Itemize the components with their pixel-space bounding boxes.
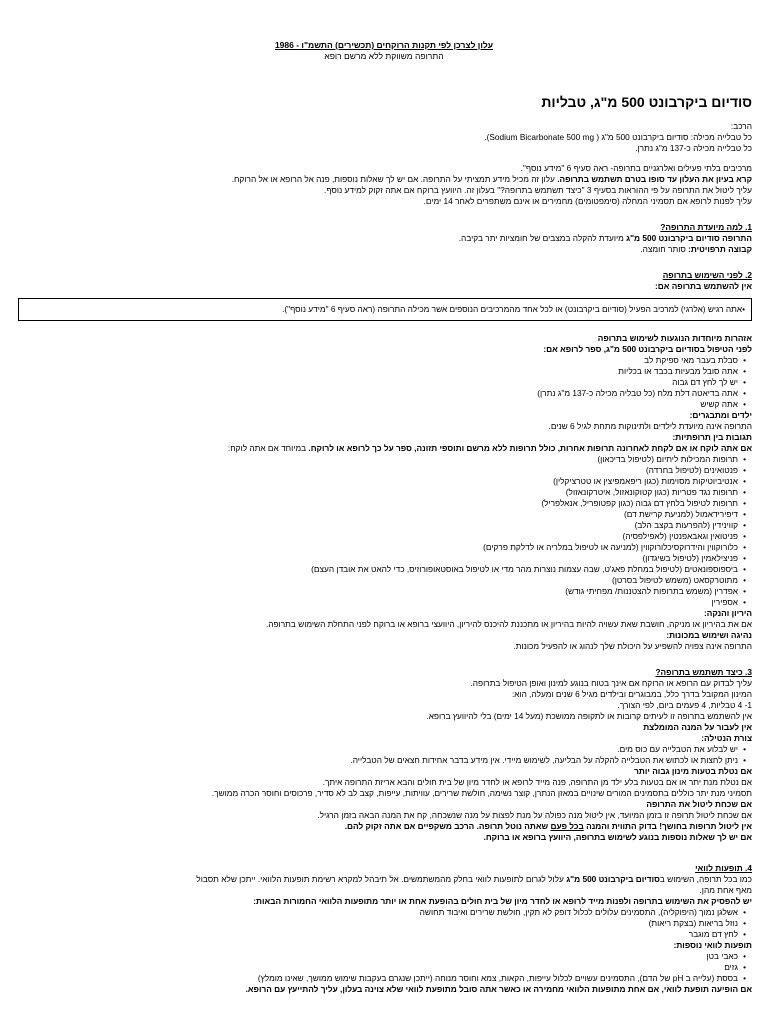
forgot-text: אם שכחת ליטול תרופה זו בזמן המיועד, אין ליטול מנה כפולה על מנת לפצות על מנה שנשכחה, קח את המנה הבאה בזמן הרגיל. bbox=[317, 810, 752, 820]
serious-effects-heading: יש להפסיק את השימוש בתרופה ולפנות מייד לרופא או לחדר מיון של בית חולים בהופעת אחת או יותר מתופעות הלוואי החמורות הבאות: bbox=[253, 896, 752, 906]
dark-warning bbox=[120, 821, 752, 832]
read-leaflet-note bbox=[120, 174, 752, 185]
instructions-note: עליך ליטול את התרופה על פי ההוראות בסעיף 3 "כיצד תשתמש בתרופה?" בעלון זה. היוועץ ברוקח אם אתה זקוק למידע נוסף. bbox=[324, 185, 752, 195]
section-2-heading: 2. לפני השימוש בתרופה bbox=[662, 270, 752, 280]
forgot-heading: אם שכחת ליטול את התרופה bbox=[646, 799, 752, 809]
list-item: • פניטואין וגאבאפנטין (לאפילפסיה) bbox=[120, 531, 746, 542]
list-item: • דיפירידאמול (למניעת קרישת דם) bbox=[120, 509, 746, 520]
list-item: • ניתן לחצות או לכתוש את הטבלייה להקלה על הבליעה, לשימוש מיידי. אין מידע בדבר אחידות חצאים של הטבלייה. bbox=[120, 755, 746, 766]
list-item: • תרופות המכילות ליתיום (לטיפול בדיכאון) bbox=[120, 454, 746, 465]
read-leaflet-bold: קרא בעיון את העלון עד סופו בטרם תשתמש בתרופה. bbox=[557, 174, 752, 184]
list-item: • כאבי בטן bbox=[120, 951, 746, 962]
list-item: • יש לבלוע את הטבלייה עם כוס מים. bbox=[120, 744, 746, 755]
regulation-header bbox=[16, 40, 752, 62]
therapeutic-group bbox=[120, 244, 752, 255]
otc-note: התרופה משווקת ללא מרשם רופא bbox=[324, 51, 444, 61]
therapeutic-group-label: קבוצה תרפויטית: bbox=[688, 244, 752, 254]
indication-rest: מיועדת להקלה במצבים של חומציות יתר בקיבה. bbox=[458, 233, 627, 243]
list-item: • אספירין bbox=[120, 597, 746, 608]
list-item: • פנטואינים (לטיפול בחרדה) bbox=[120, 465, 746, 476]
composition-line: כל טבלייה מכילה: סודיום ביקרבונט 500 מ"ג ( Sodium Bicarbonate 500 mg). bbox=[484, 132, 752, 142]
administration-heading: צורת הנטילה: bbox=[701, 733, 752, 743]
list-item: • תרופות נגד פטריות (כגון קטוקונאזול, איטרקונאזול) bbox=[120, 487, 746, 498]
section-3-heading: 3. כיצד תשתמש בתרופה? bbox=[655, 667, 752, 677]
list-item: • כלורוקווין והידרוקסיכלורוקווין (למניעה או לטיפול במלריה או לדלקת פרקים) bbox=[120, 542, 746, 553]
pregnancy-text: אם את בהיריון או מניקה, חושבת שאת עשויה להיות בהיריון או מתכננת להיכנס להיריון, היוועצי ברופא או ברוקח לפני התחלת השימוש בתרופה. bbox=[265, 619, 752, 629]
dosage-check: עליך לבדוק עם הרופא או הרוקח אם אינך בטוח בנוגע למינון ואופן הטיפול בתרופה. bbox=[470, 678, 752, 688]
read-leaflet-rest: עלון זה מכיל מידע תמציתי על התרופה. אם יש לך שאלות נוספות, פנה אל הרופא או אל הרוקח. bbox=[231, 174, 558, 184]
list-item: • אפדרין (משמש בתרופות להצטננות/ מפחיתי גודש) bbox=[120, 586, 746, 597]
therapeutic-group-value: סותר חומצה. bbox=[640, 244, 689, 254]
other-effects-list bbox=[120, 951, 752, 984]
dark-warning-a: אין ליטול תרופות בחושך! בדוק התווית והמנה bbox=[583, 821, 752, 831]
usual-dose: 1- 4 טבליות, 4 פעמים ביום, לפי הצורך. bbox=[617, 700, 752, 710]
dark-warning-b: שאתה נוטל תרופה. הרכב משקפיים אם אתה זקוק להם. bbox=[344, 821, 551, 831]
side-effects-a: כמו בכל תרופה, השימוש ב bbox=[659, 874, 752, 884]
list-item: • קווינידין (להפרעות בקצב הלב) bbox=[120, 520, 746, 531]
list-item: • בססת (עלייה ב pH של הדם), התסמינים עשויים לכלול עייפות, הקאות, צמא וחוסר מנוחה (ייתכן שנגרם בעקבות שימוש ממושך, שאינו מומלץ) bbox=[120, 973, 746, 984]
sodium-content: כל טבלייה מכילה כ-137 מ"ג נתרן. bbox=[635, 143, 752, 153]
interactions-text bbox=[120, 443, 752, 454]
list-item: • אתה בדיאטה דלת מלח (כל טבליה מכילה כ-137 מ"ג נתרן) bbox=[120, 388, 746, 399]
list-item: • אתה קשיש bbox=[120, 399, 746, 410]
pregnancy-heading: היריון והנקה: bbox=[703, 608, 752, 618]
interactions-heading: תגובות בין תרופתיות: bbox=[672, 432, 752, 442]
contraindication-box bbox=[18, 298, 752, 321]
interactions-rest: במיוחד אם אתה לוקח: bbox=[227, 443, 309, 453]
before-treatment-heading: לפני הטיפול בסודיום ביקרבונט 500 מ"ג, ספר לרופא אם: bbox=[543, 344, 752, 354]
list-item: • נוזל בריאות (בצקת ריאות) bbox=[120, 918, 746, 929]
list-item: • יש לך לחץ דם גבוה bbox=[120, 377, 746, 388]
composition-heading: הרכב: bbox=[730, 121, 752, 131]
see-doctor-note: עליך לפנות לרופא אם תסמיני המחלה (סימפטומים) מחמירים או אינם משתפרים לאחר 14 ימים. bbox=[423, 196, 752, 206]
report-side-effects: אם הופיעה תופעת לוואי, אם אחת מתופעות הלוואי מחמירה או כאשר אתה סובל מתופעת לוואי שלא צוינה בעלון, עליך להתייעץ עם הרופא. bbox=[245, 984, 752, 994]
duration-warning: אין להשתמש בתרופה זו לעיתים קרובות או לתקופה ממושכת (מעל 14 ימים) בלי להיוועץ ברופא. bbox=[426, 711, 752, 721]
side-effects-intro bbox=[120, 874, 752, 885]
side-effects-intro-cont: מאף אחת מהן. bbox=[699, 885, 752, 895]
indication-bold: התרופה סודיום ביקרבונט 500 מ"ג bbox=[626, 233, 752, 243]
inactive-ingredients-note: מרכיבים בלתי פעילים ואלרגניים בתרופה- ראה סעיף 6 "מידע נוסף". bbox=[520, 163, 752, 173]
list-item: • מתוטרקסאט (משמש לטיפול בסרטן) bbox=[120, 575, 746, 586]
section-4-heading: 4. תופעות לוואי bbox=[695, 863, 752, 873]
contraindication-text: •אתה רגיש (אלרגי) למרכיב הפעיל (סודיום ביקרבונט) או לכל אחד מהמרכיבים הנוספים אשר מכילה התרופה (ראה סעיף 6 "מידע נוסף"). bbox=[282, 304, 745, 314]
list-item: • אשלגן נמוך (היפוקליה), התסמינים עלולים לכלול דופק לא תקין, חולשת שרירים ואיבוד תחושה bbox=[120, 907, 746, 918]
list-item: • סבלת בעבר מאי ספיקת לב bbox=[120, 355, 746, 366]
list-item: • פניצילאמין (לטיפול בשיגדון) bbox=[120, 553, 746, 564]
side-effects-product: סודיום ביקרבונט 500 מ"ג bbox=[566, 874, 660, 884]
list-item: • גזים bbox=[120, 962, 746, 973]
list-item: • לחץ דם מוגבר bbox=[120, 929, 746, 940]
children-text: התרופה אינה מיועדת לילדים ולתינוקות מתחת לגיל 6 שנים. bbox=[548, 421, 752, 431]
dark-warning-underline: בכל פעם bbox=[550, 821, 584, 831]
interacting-drugs-list bbox=[120, 454, 752, 608]
administration-list bbox=[120, 744, 752, 766]
other-effects-heading: תופעות לוואי נוספות: bbox=[673, 940, 752, 950]
contraindications-heading: אין להשתמש בתרופה אם: bbox=[655, 281, 752, 291]
side-effects-b: עלול לגרום לתופעות לוואי בחלק מהמשתמשים. אל תיבהל למקרא רשימת תופעות הלוואי. ייתכן שלא תסבול bbox=[196, 874, 567, 884]
interactions-bold: אם אתה לוקח או אם לקחת לאחרונה תרופות אחרות, כולל תרופות ללא מרשם ותוספי תזונה, ספר על כך לרופא או לרוקח. bbox=[308, 443, 752, 453]
further-questions: אם יש לך שאלות נוספות בנוגע לשימוש בתרופה, היוועץ ברופא או ברוקח. bbox=[483, 832, 752, 842]
serious-effects-list bbox=[120, 907, 752, 940]
children-heading: ילדים ומתבגרים: bbox=[689, 410, 752, 420]
overdose-text: אם נטלת מנת יתר או אם בטעות בלע ילד מן התרופה, פנה מייד לרופא או לחדר מיון של בית חולים והבא אריזת התרופה איתך. bbox=[322, 777, 752, 787]
do-not-exceed: אין לעבור על המנה המומלצת bbox=[643, 722, 752, 732]
list-item: • אנטיביוטיקות מסוימות (כגון ריפאמפיצין או טטרציקלין) bbox=[120, 476, 746, 487]
list-item: • אתה סובל מבעיות בכבד או בכליות bbox=[120, 366, 746, 377]
driving-heading: נהיגה ושימוש במכונות: bbox=[666, 630, 752, 640]
section-1-heading: 1. למה מיועדת התרופה? bbox=[660, 222, 752, 232]
overdose-symptoms: תסמיני מנת יתר כוללים בתסמינים המורים שינויים במאזן הנתרן, קוצר נשימה, חולשת שרירים, עוויתות, עייפות, קצב לב לא סדיר, פרכוסים וחוסר הכרה ממושך. bbox=[211, 788, 752, 798]
driving-text: התרופה אינה צפויה להשפיע על היכולת שלך לנהוג או להפעיל מכונות. bbox=[513, 641, 752, 651]
list-item: • תרופות לטיפול בלחץ דם גבוה (כגון קפטופריל, אנאלפריל) bbox=[120, 498, 746, 509]
usual-dose-intro: המינון המקובל בדרך כלל, במבוגרים ובילדים מגיל 6 שנים ומעלה, הוא: bbox=[511, 689, 752, 699]
page-title: סודיום ביקרבונט 500 מ"ג, טבליות bbox=[541, 94, 752, 110]
list-item: • ביספוספונאטים (לטיפול במחלת פאג'ט, שבה עצמות נוצרות מהר מדי או לטיפול באוסטאופורוזיס, כדי להאט את אובדן העצם) bbox=[120, 564, 746, 575]
warnings-heading: אזהרות מיוחדות הנוגעות לשימוש בתרופה bbox=[597, 333, 752, 343]
regulation-line: עלון לצרכן לפי תקנות הרוקחים (תכשירים) התשמ"ו - 1986 bbox=[274, 40, 494, 50]
indication bbox=[120, 233, 752, 244]
before-treatment-list bbox=[120, 355, 752, 410]
overdose-heading: אם נטלת בטעות מינון גבוה יותר bbox=[634, 766, 752, 776]
